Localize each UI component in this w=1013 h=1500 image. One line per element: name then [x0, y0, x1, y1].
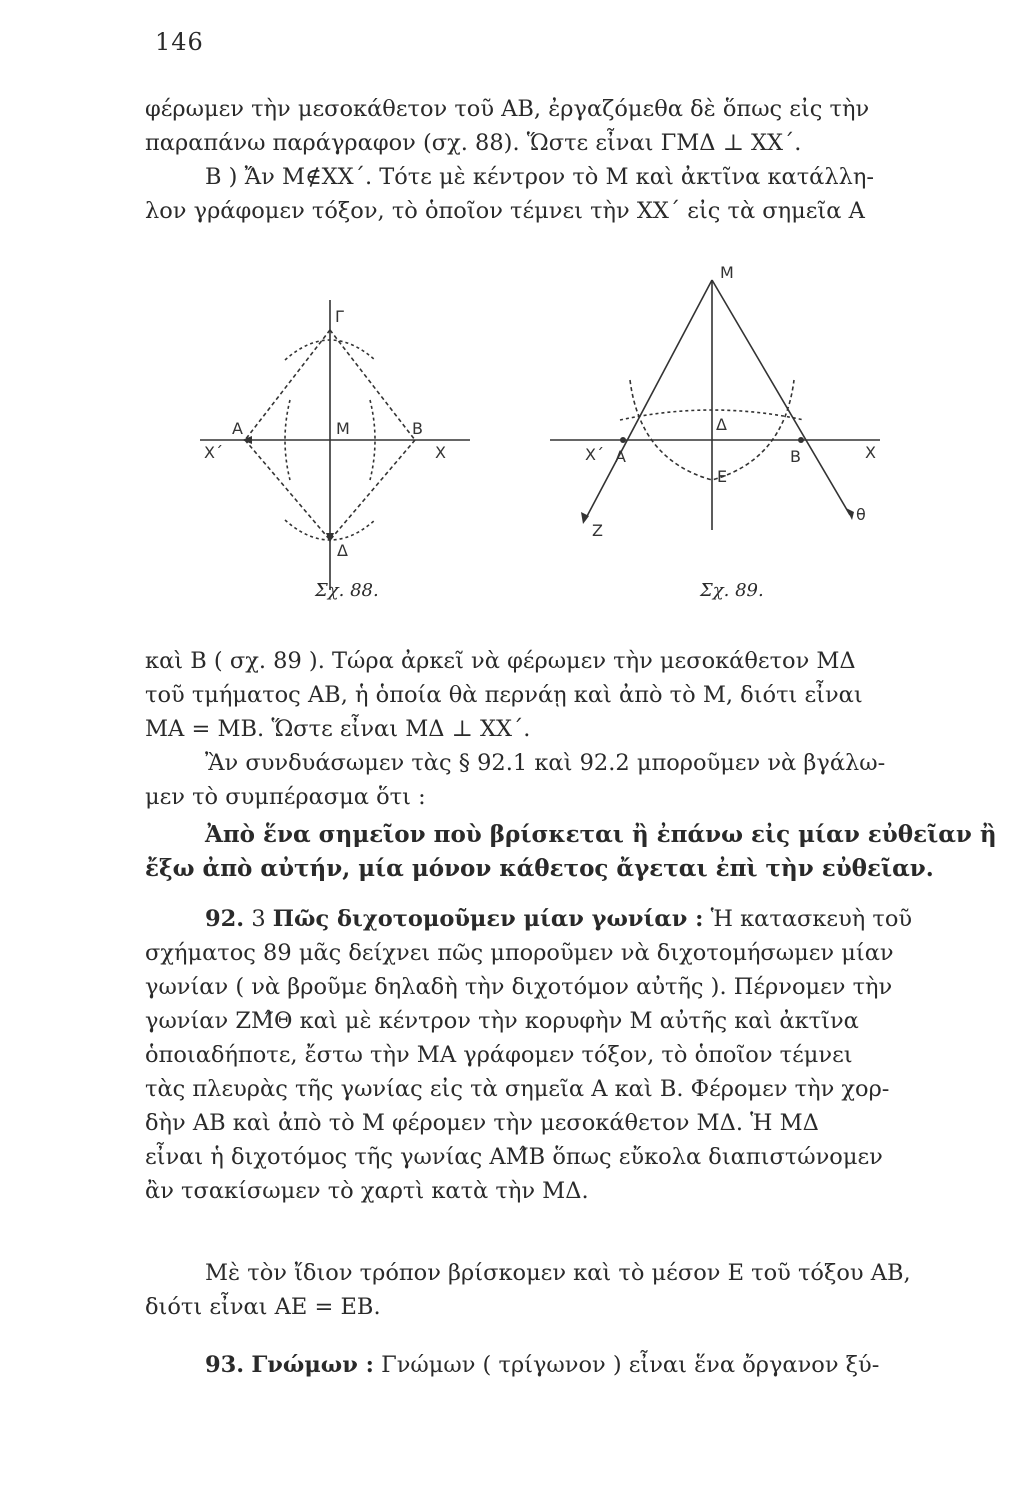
- figure-88-drawing: [200, 300, 470, 590]
- fig89-side-mz: [585, 280, 712, 520]
- text-line: λον γράφομεν τόξον, τὸ ὁποῖον τέμνει τὴν ΧΧ΄ εἰς τὰ σημεῖα Α: [145, 198, 865, 224]
- page-number: 146: [155, 28, 204, 56]
- fig89-label-x: X: [865, 443, 876, 462]
- fig89-label-m: M: [720, 263, 734, 282]
- fig89-label-theta: θ: [856, 505, 866, 524]
- theorem-line: ἔξω ἀπὸ αὐτήν, μία μόνον κάθετος ἄγεται ἐπὶ τὴν εὐθεῖαν.: [145, 855, 934, 882]
- fig88-line-ga: [245, 330, 330, 440]
- section-number: 93.: [205, 1352, 245, 1378]
- fig88-label-a: A: [232, 419, 243, 438]
- section-heading-line: [145, 902, 935, 936]
- fig88-label-b: B: [412, 419, 423, 438]
- text-line: φέρωμεν τὴν μεσοκάθετον τοῦ ΑΒ, ἐργαζόμεθα δὲ ὅπως εἰς τὴν: [145, 96, 870, 122]
- fig89-label-x-prime: X΄: [585, 445, 604, 464]
- text-line: εἶναι ἡ διχοτόμος τῆς γωνίας ΑΜ̂Β ὅπως εὔκολα διαπιστώνομεν: [145, 1144, 883, 1170]
- fig89-caption: Σχ. 89.: [700, 580, 764, 601]
- fig88-arrow-d: [326, 533, 334, 543]
- text-line: Ἡ κατασκευὴ τοῦ: [710, 906, 913, 932]
- text-line: δὴν ΑΒ καὶ ἀπὸ τὸ Μ φέρομεν τὴν μεσοκάθετον ΜΔ. Ἡ ΜΔ: [145, 1110, 819, 1136]
- text-line: παραπάνω παράγραφον (σχ. 88). Ὥστε εἶναι ΓΜΔ ⊥ ΧΧ΄.: [145, 130, 802, 156]
- theorem-line: Ἀπὸ ἕνα σημεῖον ποὺ βρίσκεται ἢ ἐπάνω εἰς μίαν εὐθεῖαν ἢ: [205, 821, 997, 848]
- fig88-label-m: M: [336, 419, 350, 438]
- text-line: μεν τὸ συμπέρασμα ὅτι :: [145, 784, 426, 810]
- fig89-label-delta: Δ: [716, 415, 727, 434]
- section-heading-line: [145, 1348, 935, 1382]
- fig89-point-b: [798, 437, 804, 443]
- section-subnumber: 3: [251, 906, 266, 932]
- text-line: ΜΑ = ΜΒ. Ὥστε εἶναι ΜΔ ⊥ ΧΧ΄.: [145, 716, 531, 742]
- text-line: τὰς πλευρὰς τῆς γωνίας εἰς τὰ σημεῖα Α καὶ Β. Φέρομεν τὴν χορ-: [145, 1076, 890, 1102]
- fig88-label-x-prime: X΄: [204, 443, 223, 462]
- text-line: γωνίαν ( νὰ βροῦμε δηλαδὴ τὴν διχοτόμον αὐτῆς ). Πέρνομεν τὴν: [145, 974, 893, 1000]
- figure-89-drawing: [550, 280, 880, 530]
- fig89-label-z: Z: [592, 521, 603, 540]
- paragraph-intro: [145, 92, 935, 228]
- text-line: τοῦ τμήματος ΑΒ, ἡ ὁποία θὰ περνάῃ καὶ ἀπὸ τὸ Μ, διότι εἶναι: [145, 682, 863, 708]
- paragraph-construction: [145, 644, 935, 814]
- text-line: ἂν τσακίσωμεν τὸ χαρτὶ κατὰ τὴν ΜΔ.: [145, 1178, 589, 1204]
- fig89-label-e: E: [717, 467, 728, 486]
- text-line: γωνίαν ΖΜ̂Θ καὶ μὲ κέντρον τὴν κορυφὴν Μ αὐτῆς καὶ ἀκτῖνα: [145, 1008, 859, 1034]
- text-line: καὶ Β ( σχ. 89 ). Τώρα ἀρκεῖ νὰ φέρωμεν τὴν μεσοκάθετον ΜΔ: [145, 648, 856, 674]
- fig88-caption: Σχ. 88.: [315, 580, 379, 601]
- text-line: διότι εἶναι ΑΕ = ΕΒ.: [145, 1294, 381, 1320]
- fig88-label-delta: Δ: [337, 541, 348, 560]
- text-line: σχήματος 89 μᾶς δείχνει πῶς μποροῦμεν νὰ διχοτομήσωμεν μίαν: [145, 940, 894, 966]
- section-number: 92.: [205, 906, 245, 932]
- fig88-label-gamma: Γ: [335, 307, 344, 326]
- section-title: Πῶς διχοτομοῦμεν μίαν γωνίαν :: [272, 906, 704, 932]
- text-line: Ἂν συνδυάσωμεν τὰς § 92.1 καὶ 92.2 μποροῦμεν νὰ βγάλω-: [205, 750, 886, 776]
- text-line: Μὲ τὸν ἴδιον τρόπον βρίσκομεν καὶ τὸ μέσον Ε τοῦ τόξου ΑΒ,: [205, 1260, 911, 1286]
- section-93: [145, 1348, 935, 1382]
- fig88-line-ad: [245, 440, 330, 540]
- fig88-line-bd: [330, 440, 415, 540]
- theorem-statement: [145, 818, 997, 886]
- fig89-label-b: B: [790, 447, 801, 466]
- fig89-point-a: [620, 437, 626, 443]
- text-line: Β ) Ἄν Μ∉ΧΧ΄. Τότε μὲ κέντρον τὸ Μ καὶ ἀκτῖνα κατάλλη-: [205, 164, 874, 190]
- fig89-arrow-theta: [846, 508, 854, 520]
- paragraph-arc-midpoint: [145, 1256, 935, 1324]
- figures-area: [190, 250, 900, 610]
- section-title: Γνώμων :: [251, 1352, 374, 1378]
- section-92-3: [145, 902, 935, 1208]
- text-line: Γνώμων ( τρίγωνον ) εἶναι ἕνα ὄργανον ξύ-: [381, 1352, 880, 1378]
- fig88-label-x: X: [435, 443, 446, 462]
- text-line: ὁποιαδήποτε, ἔστω τὴν ΜΑ γράφομεν τόξον, τὸ ὁποῖον τέμνει: [145, 1042, 853, 1068]
- figures-svg: [190, 250, 900, 610]
- fig89-label-a: A: [615, 447, 626, 466]
- fig89-side-mtheta: [712, 280, 850, 515]
